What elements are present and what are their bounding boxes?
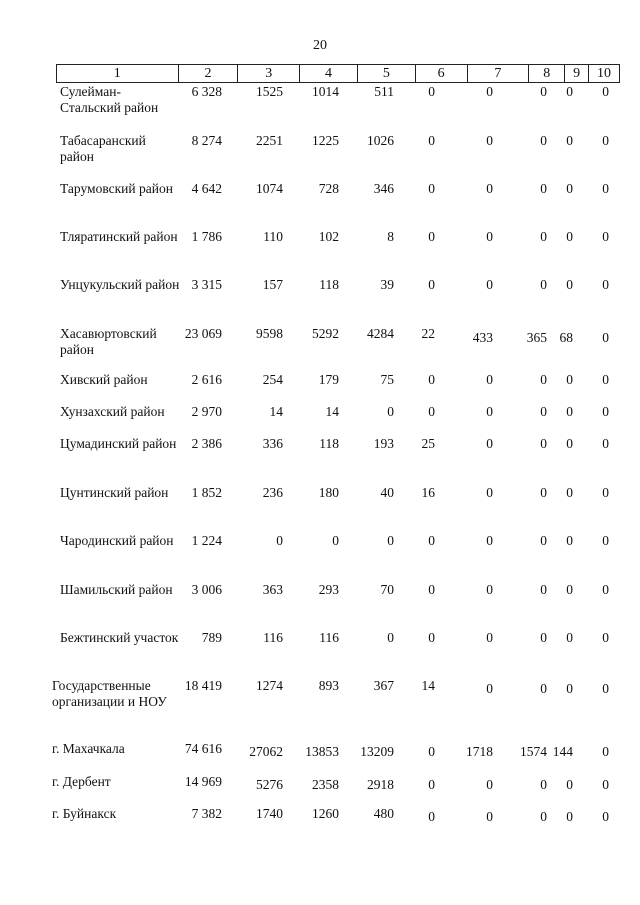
- cell-col-5: 0: [387, 630, 394, 645]
- header-col-9: 9: [565, 65, 589, 82]
- cell-col-10: 0: [602, 404, 609, 419]
- cell-col-4: 118: [319, 277, 339, 292]
- cell-col-9: 0: [566, 485, 573, 500]
- header-col-5: 5: [358, 65, 416, 82]
- header-col-4: 4: [300, 65, 358, 82]
- cell-col-2: 6 328: [191, 84, 222, 99]
- cell-col-5: 480: [373, 806, 394, 821]
- cell-col-8: 0: [540, 777, 547, 792]
- row-name: г. Махачкала: [52, 741, 125, 756]
- cell-col-7: 0: [486, 181, 493, 196]
- cell-col-10: 0: [602, 744, 609, 759]
- cell-col-5: 70: [380, 582, 394, 597]
- cell-col-9: 144: [552, 744, 573, 759]
- cell-col-7: 0: [486, 277, 493, 292]
- row-name: Цунтинский район: [60, 485, 169, 500]
- cell-col-10: 0: [602, 330, 609, 345]
- cell-col-5: 75: [380, 372, 394, 387]
- cell-col-6: 0: [428, 809, 435, 824]
- cell-col-3: 336: [262, 436, 283, 451]
- cell-col-6: 22: [421, 326, 435, 341]
- cell-col-2: 3 315: [191, 277, 222, 292]
- cell-col-5: 193: [373, 436, 394, 451]
- cell-col-2: 14 969: [184, 774, 222, 789]
- header-col-10: 10: [597, 66, 612, 81]
- cell-col-7: 0: [486, 84, 493, 99]
- cell-col-3: 0: [276, 533, 283, 548]
- cell-col-6: 0: [428, 133, 435, 148]
- row-name: г. Буйнакск: [52, 806, 117, 821]
- cell-col-4: 179: [318, 372, 339, 387]
- cell-col-4: 1014: [312, 84, 339, 99]
- cell-col-8: 0: [540, 404, 547, 419]
- cell-col-10: 0: [602, 277, 609, 292]
- cell-col-2: 2 616: [191, 372, 222, 387]
- cell-col-4: 13853: [305, 744, 339, 759]
- row-name: Хивский район: [60, 372, 148, 387]
- cell-col-8: 0: [540, 277, 547, 292]
- row-name: Хунзахский район: [60, 404, 165, 419]
- cell-col-5: 4284: [367, 326, 394, 341]
- row-name: Шамильский район: [60, 582, 173, 597]
- cell-col-7: 0: [486, 133, 493, 148]
- cell-col-7: 0: [486, 582, 493, 597]
- header-col-6: 6: [416, 65, 468, 82]
- cell-col-5: 1026: [367, 133, 394, 148]
- cell-col-8: 0: [540, 485, 547, 500]
- cell-col-9: 0: [566, 404, 573, 419]
- row-name: Сулейман-Стальский район: [60, 84, 159, 115]
- cell-col-3: 254: [262, 372, 283, 387]
- cell-col-8: 0: [540, 630, 547, 645]
- cell-col-3: 363: [262, 582, 283, 597]
- row-name: Унцукульский район: [60, 277, 180, 292]
- cell-col-6: 0: [428, 277, 435, 292]
- table-header: [56, 64, 620, 83]
- cell-col-2: 4 642: [191, 181, 222, 196]
- header-col-1: 1: [57, 65, 179, 82]
- cell-col-4: 116: [319, 630, 339, 645]
- cell-col-6: 0: [428, 582, 435, 597]
- cell-col-9: 0: [566, 181, 573, 196]
- cell-col-10: 0: [602, 533, 609, 548]
- cell-col-7: 0: [486, 229, 493, 244]
- cell-col-6: 0: [428, 229, 435, 244]
- cell-col-4: 728: [318, 181, 339, 196]
- cell-col-9: 0: [566, 372, 573, 387]
- cell-col-8: 0: [540, 229, 547, 244]
- cell-col-7: 0: [486, 777, 493, 792]
- row-name: Тляратинский район: [60, 229, 178, 244]
- cell-col-4: 5292: [312, 326, 339, 341]
- cell-col-8: 365: [526, 330, 547, 345]
- cell-col-2: 23 069: [184, 326, 222, 341]
- cell-col-4: 2358: [312, 777, 339, 792]
- cell-col-7: 1718: [466, 744, 493, 759]
- cell-col-8: 0: [540, 582, 547, 597]
- cell-col-3: 27062: [249, 744, 283, 759]
- row-name: Тарумовский район: [60, 181, 173, 196]
- cell-col-9: 0: [566, 777, 573, 792]
- cell-col-7: 0: [486, 681, 493, 696]
- cell-col-9: 0: [566, 436, 573, 451]
- cell-col-4: 293: [318, 582, 339, 597]
- cell-col-9: 0: [566, 630, 573, 645]
- cell-col-9: 0: [566, 229, 573, 244]
- cell-col-10: 0: [602, 372, 609, 387]
- cell-col-2: 8 274: [191, 133, 222, 148]
- cell-col-6: 0: [428, 744, 435, 759]
- cell-col-5: 511: [374, 84, 394, 99]
- cell-col-7: 0: [486, 404, 493, 419]
- row-name: Цумадинский район: [60, 436, 177, 451]
- cell-col-2: 18 419: [184, 678, 222, 693]
- cell-col-10: 0: [602, 777, 609, 792]
- cell-col-8: 0: [540, 533, 547, 548]
- cell-col-10: 0: [602, 582, 609, 597]
- cell-col-2: 2 970: [191, 404, 222, 419]
- cell-col-7: 433: [472, 330, 493, 345]
- cell-col-2: 789: [201, 630, 222, 645]
- cell-col-10: 0: [602, 84, 609, 99]
- cell-col-2: 1 786: [191, 229, 222, 244]
- cell-col-2: 74 616: [184, 741, 222, 756]
- cell-col-10: 0: [602, 436, 609, 451]
- cell-col-5: 0: [387, 404, 394, 419]
- cell-col-9: 0: [566, 277, 573, 292]
- cell-col-3: 14: [269, 404, 283, 419]
- cell-col-6: 0: [428, 181, 435, 196]
- cell-col-5: 8: [387, 229, 394, 244]
- cell-col-6: 0: [428, 84, 435, 99]
- cell-col-3: 1525: [256, 84, 283, 99]
- cell-col-2: 3 006: [191, 582, 222, 597]
- cell-col-7: 0: [486, 372, 493, 387]
- cell-col-7: 0: [486, 809, 493, 824]
- cell-col-6: 0: [428, 404, 435, 419]
- cell-col-3: 236: [262, 485, 283, 500]
- cell-col-5: 346: [373, 181, 394, 196]
- row-name: Табасаранский район: [60, 133, 146, 164]
- cell-col-2: 1 852: [191, 485, 222, 500]
- cell-col-10: 0: [602, 133, 609, 148]
- row-name: Бежтинский участок: [60, 630, 179, 645]
- page-number: 20: [313, 38, 327, 53]
- cell-col-4: 1225: [312, 133, 339, 148]
- cell-col-4: 893: [318, 678, 339, 693]
- cell-col-9: 68: [559, 330, 573, 345]
- cell-col-10: 0: [602, 809, 609, 824]
- cell-col-6: 0: [428, 777, 435, 792]
- cell-col-10: 0: [602, 485, 609, 500]
- cell-col-2: 2 386: [191, 436, 222, 451]
- cell-col-7: 0: [486, 436, 493, 451]
- cell-col-7: 0: [486, 533, 493, 548]
- cell-col-8: 0: [540, 809, 547, 824]
- cell-col-9: 0: [566, 84, 573, 99]
- cell-col-2: 1 224: [191, 533, 222, 548]
- cell-col-9: 0: [566, 809, 573, 824]
- cell-col-8: 0: [540, 133, 547, 148]
- cell-col-10: 0: [602, 681, 609, 696]
- cell-col-5: 0: [387, 533, 394, 548]
- cell-col-8: 0: [540, 436, 547, 451]
- cell-col-7: 0: [486, 630, 493, 645]
- cell-col-3: 157: [262, 277, 283, 292]
- cell-col-6: 14: [421, 678, 435, 693]
- cell-col-3: 1274: [256, 678, 283, 693]
- cell-col-4: 0: [332, 533, 339, 548]
- row-name: Государственные организации и НОУ: [52, 678, 167, 709]
- cell-col-4: 118: [319, 436, 339, 451]
- cell-col-3: 110: [263, 229, 283, 244]
- cell-col-8: 0: [540, 681, 547, 696]
- cell-col-8: 0: [540, 372, 547, 387]
- cell-col-9: 0: [566, 133, 573, 148]
- cell-col-8: 0: [540, 84, 547, 99]
- cell-col-5: 39: [380, 277, 394, 292]
- cell-col-7: 0: [486, 485, 493, 500]
- cell-col-6: 0: [428, 630, 435, 645]
- cell-col-8: 1574: [520, 744, 547, 759]
- cell-col-9: 0: [566, 582, 573, 597]
- row-name: Хасавюртовский район: [60, 326, 157, 357]
- cell-col-6: 0: [428, 533, 435, 548]
- cell-col-5: 367: [373, 678, 394, 693]
- cell-col-5: 2918: [367, 777, 394, 792]
- cell-col-10: 0: [602, 229, 609, 244]
- cell-col-3: 2251: [256, 133, 283, 148]
- cell-col-3: 9598: [256, 326, 283, 341]
- header-col-7: 7: [468, 65, 530, 82]
- cell-col-10: 0: [602, 181, 609, 196]
- row-name: Чародинский район: [60, 533, 174, 548]
- cell-col-6: 16: [421, 485, 435, 500]
- cell-col-3: 5276: [256, 777, 283, 792]
- cell-col-4: 1260: [312, 806, 339, 821]
- cell-col-6: 0: [428, 372, 435, 387]
- cell-col-8: 0: [540, 181, 547, 196]
- cell-col-6: 25: [421, 436, 435, 451]
- cell-col-10: 0: [602, 630, 609, 645]
- cell-col-4: 14: [325, 404, 339, 419]
- cell-col-9: 0: [566, 681, 573, 696]
- cell-col-9: 0: [566, 533, 573, 548]
- cell-col-5: 40: [380, 485, 394, 500]
- header-col-3: 3: [238, 65, 300, 82]
- cell-col-4: 102: [318, 229, 339, 244]
- row-name: г. Дербент: [52, 774, 111, 789]
- cell-col-4: 180: [318, 485, 339, 500]
- cell-col-5: 13209: [360, 744, 394, 759]
- cell-col-3: 1740: [256, 806, 283, 821]
- cell-col-2: 7 382: [191, 806, 222, 821]
- cell-col-3: 116: [263, 630, 283, 645]
- header-col-8: 8: [529, 65, 565, 82]
- header-col-2: 2: [179, 65, 239, 82]
- cell-col-3: 1074: [256, 181, 283, 196]
